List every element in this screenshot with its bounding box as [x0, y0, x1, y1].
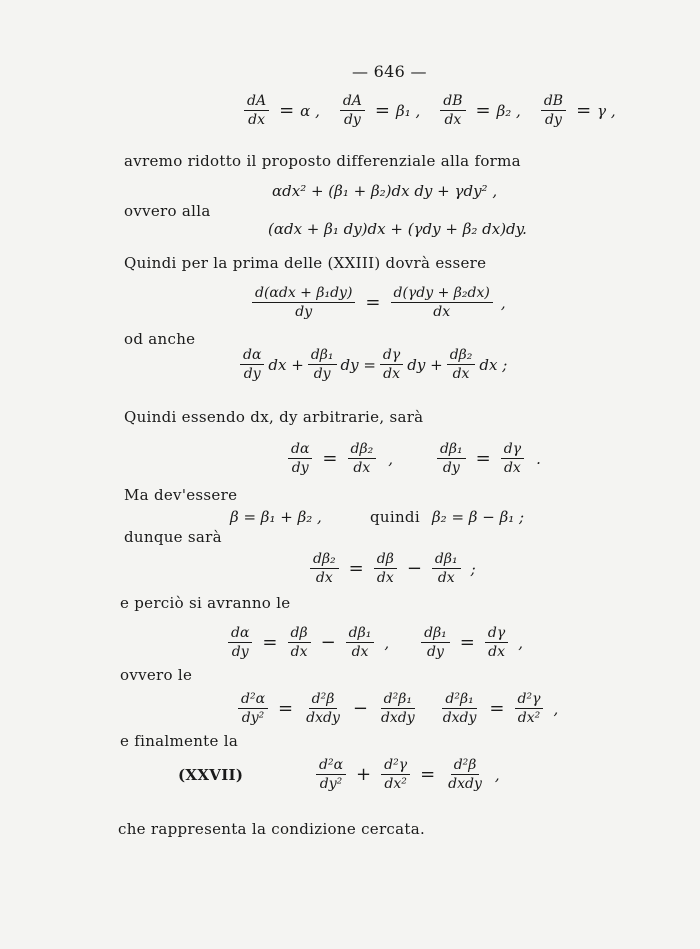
term: dx + — [268, 355, 304, 374]
punctuation: , — [500, 293, 506, 312]
denominator: dx — [488, 644, 505, 660]
fraction — [437, 440, 466, 477]
fraction — [340, 92, 365, 129]
rhs: γ , — [597, 101, 616, 120]
numerator: dγ — [501, 440, 524, 459]
fraction — [541, 92, 566, 129]
punctuation: ; — [470, 559, 476, 578]
text-line: Quindi per la prima delle (XXIII) dovrà essere — [124, 254, 487, 272]
fraction — [432, 550, 461, 587]
numerator: dα — [288, 440, 312, 459]
punctuation: , — [384, 633, 390, 652]
numerator: dβ₂ — [310, 550, 339, 569]
fraction — [288, 624, 311, 661]
denominator: dy² — [319, 776, 343, 792]
denominator: dx — [503, 460, 521, 476]
text-line: ovvero le — [120, 666, 193, 684]
fraction — [310, 550, 339, 587]
punctuation: , — [494, 765, 500, 784]
equation-5-left: β = β₁ + β₂ , — [230, 508, 322, 526]
punctuation: , — [553, 699, 559, 718]
denominator: dx — [248, 112, 265, 128]
denominator: dx — [383, 366, 401, 382]
denominator: dx — [452, 366, 470, 382]
denominator: dy — [291, 460, 309, 476]
text-line: od anche — [124, 330, 196, 348]
numerator: dβ₁ — [432, 550, 461, 569]
text-line: che rappresenta la condizione cercata. — [118, 820, 426, 838]
punctuation: . — [536, 449, 541, 468]
denominator: dxdy — [380, 710, 415, 726]
equation-form: αdx² + (β₁ + β₂)dx dy + γdy² , — [272, 182, 498, 200]
fraction — [421, 624, 450, 661]
numerator: d²γ — [515, 690, 544, 709]
denominator: dy — [442, 460, 460, 476]
numerator: dβ₂ — [447, 346, 476, 365]
denominator: dx — [433, 304, 451, 320]
numerator: dB — [440, 92, 465, 111]
denominator: dxdy — [442, 710, 477, 726]
denominator: dx — [376, 570, 394, 586]
page-number: — 646 — — [352, 62, 427, 81]
numerator: d²β₁ — [381, 690, 415, 709]
fraction — [380, 346, 403, 383]
text-line: e finalmente la — [120, 732, 239, 750]
equation-3 — [236, 346, 507, 383]
numerator: dβ₁ — [346, 624, 375, 643]
fraction — [288, 440, 312, 477]
denominator: dy — [295, 304, 313, 320]
fraction — [240, 346, 264, 383]
equation-5-right: β₂ = β − β₁ ; — [432, 508, 525, 526]
denominator: dx² — [517, 710, 541, 726]
numerator: d(αdx + β₁dy) — [252, 284, 355, 303]
numerator: dβ₁ — [421, 624, 450, 643]
numerator: dA — [244, 92, 269, 111]
denominator: dx² — [384, 776, 407, 792]
fraction — [308, 346, 337, 383]
denominator: dy — [545, 112, 562, 128]
denominator: dx — [444, 112, 462, 128]
numerator: dα — [240, 346, 264, 365]
denominator: dy — [343, 112, 361, 128]
numerator: dγ — [485, 624, 508, 643]
rhs: β₁ , — [396, 101, 421, 120]
equation-8: $\frac{\text{d²α}}{\text{dy²}}$ = $\frac{\text{d²β}}{\text{dxdy}}$ − $\frac{\text{d²β₁}}{\text{dxdy}}$ $\frac{\text{d²β₁}}{\text{dxdy}}$ = $\frac{\text{d²γ}}{\text{dx²}}$ , — [234, 690, 558, 727]
fraction — [447, 346, 476, 383]
denominator: dx — [351, 644, 369, 660]
equation-definitions: $\frac{dA}{dx}$ = α , $\frac{dA}{dy}$ = β₁ , $\frac{dB}{dx}$ = β₂ , $\frac{dB}{dy}$ = γ , — [240, 92, 616, 129]
equation-5-quindi: quindi — [370, 508, 420, 526]
denominator: dy — [427, 644, 444, 660]
denominator: dxdy — [448, 776, 482, 792]
term: dy = — [340, 355, 376, 374]
fraction — [440, 690, 480, 727]
denominator: dx — [353, 460, 371, 476]
punctuation: , — [388, 449, 393, 468]
numerator: d²γ — [381, 756, 410, 775]
fraction — [238, 690, 268, 727]
numerator: dβ — [288, 624, 311, 643]
equation-label: (XXVII) — [178, 766, 244, 784]
numerator: dβ₁ — [437, 440, 466, 459]
rhs: β₂ , — [496, 101, 521, 120]
numerator: d²β — [451, 756, 480, 775]
equation-6: $\frac{\text{dβ₂}}{dx}$ = $\frac{d\beta}{dx}$ − $\frac{\text{dβ₁}}{dx}$ ; — [306, 550, 476, 587]
numerator: d(γdy + β₂dx) — [391, 284, 493, 303]
text-line: ovvero alla — [124, 202, 211, 220]
numerator: dγ — [380, 346, 403, 365]
fraction — [485, 624, 508, 661]
numerator: d²α — [238, 690, 268, 709]
equation-4: $\frac{d\alpha}{dy}$ = $\frac{\text{dβ₂}}{dx}$ , $\frac{\text{dβ₁}}{dy}$ = $\frac{d\gamma}{dx}$ . — [284, 440, 541, 477]
numerator: dβ₂ — [348, 440, 377, 459]
denominator: dx — [290, 644, 308, 660]
fraction — [445, 756, 485, 793]
equation-9: $\frac{\text{d²α}}{\text{dy²}}$ + $\frac{\text{d²γ}}{\text{dx²}}$ = $\frac{\text{d²β}}{\text{dxdy}}$ , — [312, 756, 500, 793]
equation-7: $\frac{d\alpha}{dy}$ = $\frac{d\beta}{dx}$ − $\frac{\text{dβ₁}}{dx}$ , $\frac{\text{dβ₁}}{dy}$ = $\frac{d\gamma}{dx}$ , — [224, 624, 523, 661]
numerator: d²β — [309, 690, 338, 709]
numerator: dA — [340, 92, 365, 111]
equation-alla: (αdx + β₁ dy)dx + (γdy + β₂ dx)dy. — [268, 220, 527, 238]
text-line: e perciò si avranno le — [120, 594, 291, 612]
numerator: dβ₁ — [308, 346, 337, 365]
term: dy + — [407, 355, 443, 374]
denominator: dy — [243, 366, 261, 382]
fraction — [316, 756, 346, 793]
fraction — [440, 92, 465, 129]
fraction — [501, 440, 524, 477]
fraction — [303, 690, 343, 727]
denominator: dx — [315, 570, 333, 586]
fraction — [381, 756, 410, 793]
numerator: d²α — [316, 756, 346, 775]
text-line: Ma dev'essere — [124, 486, 238, 504]
text-line: Quindi essendo dx, dy arbitrarie, sarà — [124, 408, 424, 426]
text-line: avremo ridotto il proposto differenziale alla forma — [124, 152, 521, 170]
fraction — [348, 440, 377, 477]
fraction — [374, 550, 397, 587]
term: dx ; — [479, 355, 508, 374]
denominator: dy² — [241, 710, 265, 726]
fraction — [252, 284, 355, 321]
fraction — [391, 284, 493, 321]
denominator: dx — [437, 570, 455, 586]
fraction — [244, 92, 269, 129]
equation-2: $\frac{\text{d(αdx + β₁dy)}}{dy}$ = $\frac{\text{d(γdy + β₂dx)}}{dx}$ , — [248, 284, 506, 321]
denominator: dxdy — [306, 710, 340, 726]
fraction — [228, 624, 252, 661]
numerator: dβ — [374, 550, 397, 569]
denominator: dy — [313, 366, 331, 382]
numerator: dB — [541, 92, 566, 111]
fraction — [378, 690, 418, 727]
denominator: dy — [231, 644, 249, 660]
numerator: d²β₁ — [442, 690, 476, 709]
text-line: dunque sarà — [124, 528, 222, 546]
punctuation: , — [518, 633, 524, 652]
fraction — [515, 690, 544, 727]
fraction — [346, 624, 375, 661]
rhs: α , — [300, 101, 320, 120]
numerator: dα — [228, 624, 252, 643]
